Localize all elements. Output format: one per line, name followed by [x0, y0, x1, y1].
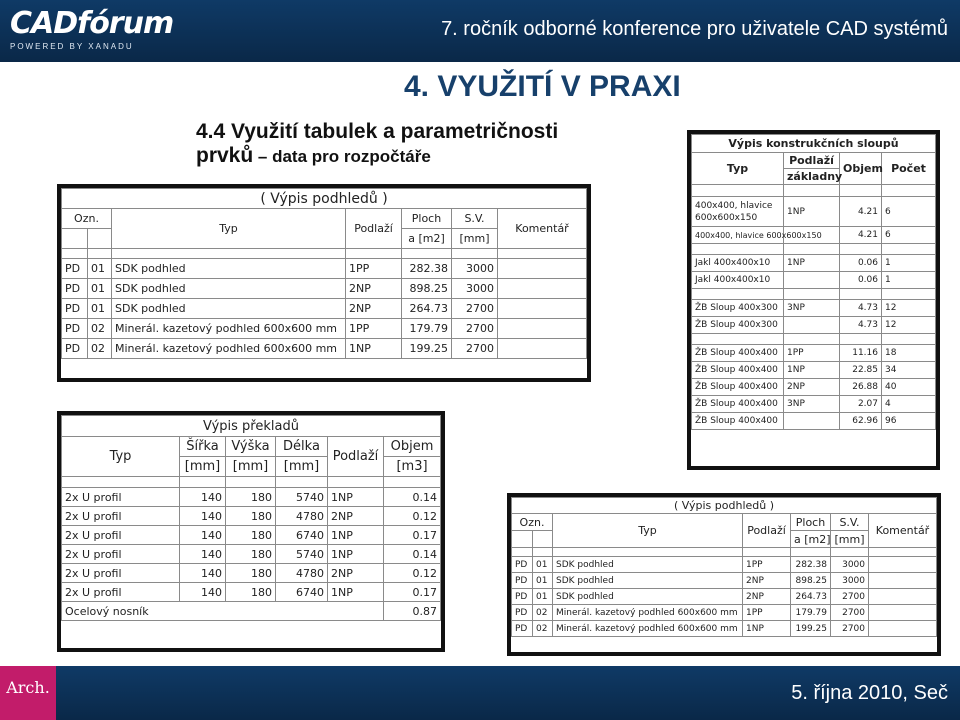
col-podlazi: Podlaží [743, 514, 791, 548]
table-cell [840, 334, 882, 345]
table-cell: SDK podhled [553, 557, 743, 573]
col-delka-unit: [mm] [276, 457, 328, 477]
table-cell [784, 272, 840, 289]
table-cell [512, 531, 533, 548]
table-cell: SDK podhled [112, 279, 346, 299]
table-cell: 3000 [831, 573, 869, 589]
table-cell: 2NP [346, 299, 402, 319]
table-cell: 2x U profil [62, 526, 180, 545]
table-cell [791, 548, 831, 557]
table-cell: Jakl 400x400x10 [692, 272, 784, 289]
table-cell [882, 289, 936, 300]
table-cell [498, 279, 587, 299]
table-cell: 1NP [328, 583, 384, 602]
table-cell: 2x U profil [62, 583, 180, 602]
table-row [62, 259, 587, 279]
table-cell [498, 339, 587, 359]
table-cell: 22.85 [840, 362, 882, 379]
table-cell: 180 [226, 545, 276, 564]
table-cell [498, 299, 587, 319]
col-typ: Typ [553, 514, 743, 548]
table-row [512, 621, 937, 637]
lintels-title: Výpis překladů [62, 416, 441, 437]
table-cell: 1NP [784, 255, 840, 272]
table-cell [840, 289, 882, 300]
table-cell: 180 [226, 526, 276, 545]
col-podlazi: Podlaží [346, 209, 402, 249]
table-row [512, 557, 937, 573]
table-cell: 1NP [346, 339, 402, 359]
table-row [62, 339, 587, 359]
table-cell: Ocelový nosník [62, 602, 384, 621]
table-cell: 2x U profil [62, 507, 180, 526]
table-cell [784, 185, 840, 197]
table-cell: 0.12 [384, 564, 441, 583]
table-cell: 0.14 [384, 488, 441, 507]
table-cell [692, 244, 784, 255]
table-cell: 3000 [831, 557, 869, 573]
table-cell: 0.06 [840, 255, 882, 272]
col-zakladny: základny [784, 169, 840, 185]
table-cell [743, 548, 791, 557]
col-komentar: Komentář [869, 514, 937, 548]
col-podlazi: Podlaží [328, 437, 384, 477]
table-cell [869, 589, 937, 605]
col-sv: S.V. [831, 514, 869, 531]
table-row [62, 583, 441, 602]
table-cell: 264.73 [791, 589, 831, 605]
table-cell: PD [512, 589, 533, 605]
table-cell: 0.06 [840, 272, 882, 289]
table-cell: 199.25 [402, 339, 452, 359]
table-cell [512, 548, 533, 557]
table-cell: Minerál. kazetový podhled 600x600 mm [112, 319, 346, 339]
table-cell: 282.38 [402, 259, 452, 279]
col-ploch: Ploch [402, 209, 452, 229]
table-cell: ŽB Sloup 400x400 [692, 413, 784, 430]
ceilings-small-title: ( Výpis podhledů ) [512, 498, 937, 514]
table-cell: 02 [88, 339, 112, 359]
table-cell: 2700 [452, 299, 498, 319]
subtitle-line-1: 4.4 Využití tabulek a parametričnosti [196, 120, 559, 143]
table-row [62, 299, 587, 319]
table-cell: 400x400, hlavice 600x600x150 [692, 227, 784, 244]
table-cell: 3000 [452, 279, 498, 299]
table-cell: 5740 [276, 545, 328, 564]
table-cell [882, 334, 936, 345]
subtitle-bold: prvků [196, 144, 254, 167]
table-cell: 2700 [452, 319, 498, 339]
table-cell [384, 477, 441, 488]
table-cell: 140 [180, 507, 226, 526]
ceilings-table-small [507, 493, 941, 656]
table-cell: 40 [882, 379, 936, 396]
table-row [512, 573, 937, 589]
slide-subtitle [196, 120, 558, 169]
table-cell: 4.21 [840, 197, 882, 227]
table-cell [869, 621, 937, 637]
table-cell: PD [62, 279, 88, 299]
table-cell: 1NP [784, 362, 840, 379]
table-cell: 2NP [346, 279, 402, 299]
table-cell [692, 289, 784, 300]
table-cell: 1PP [743, 605, 791, 621]
table-cell: 0.87 [384, 602, 441, 621]
col-ozn: Ozn. [62, 209, 112, 229]
table-cell: 180 [226, 488, 276, 507]
table-cell: ŽB Sloup 400x300 [692, 300, 784, 317]
table-cell [276, 477, 328, 488]
table-cell: 2NP [784, 379, 840, 396]
table-cell: 2NP [743, 573, 791, 589]
table-cell: 180 [226, 564, 276, 583]
table-cell [88, 249, 112, 259]
table-cell [882, 244, 936, 255]
table-cell: 2x U profil [62, 545, 180, 564]
table-cell: Jakl 400x400x10 [692, 255, 784, 272]
table-cell: 180 [226, 583, 276, 602]
table-cell: 2NP [743, 589, 791, 605]
table-cell: 3000 [452, 259, 498, 279]
table-cell: 5740 [276, 488, 328, 507]
col-vyska: Výška [226, 437, 276, 457]
table-row [692, 255, 936, 272]
table-cell [784, 289, 840, 300]
table-cell: 282.38 [791, 557, 831, 573]
table-cell [533, 548, 553, 557]
col-sv-unit: [mm] [831, 531, 869, 548]
col-objem: Objem [384, 437, 441, 457]
col-pocet: Počet [882, 153, 936, 185]
table-cell [840, 244, 882, 255]
table-cell: 01 [533, 573, 553, 589]
table-cell: 4780 [276, 564, 328, 583]
table-cell: 179.79 [791, 605, 831, 621]
col-sirka: Šířka [180, 437, 226, 457]
table-cell [498, 259, 587, 279]
logo-text: CADfórum [10, 6, 174, 41]
lintels-table [57, 411, 445, 652]
col-sirka-unit: [mm] [180, 457, 226, 477]
table-cell: 0.17 [384, 526, 441, 545]
table-cell: 4 [882, 396, 936, 413]
table-cell: Minerál. kazetový podhled 600x600 mm [553, 605, 743, 621]
subtitle-line-2 [196, 144, 558, 169]
table-cell: PD [512, 557, 533, 573]
table-cell [346, 249, 402, 259]
table-row [692, 317, 936, 334]
table-cell: 6 [882, 227, 936, 244]
table-row [692, 379, 936, 396]
ceilings-title: ( Výpis podhledů ) [62, 189, 587, 209]
table-cell: 1NP [743, 621, 791, 637]
table-cell [88, 229, 112, 249]
table-row [512, 589, 937, 605]
section-title: 4. VYUŽITÍ V PRAXI [404, 70, 681, 103]
col-ploch: Ploch [791, 514, 831, 531]
table-cell: Minerál. kazetový podhled 600x600 mm [112, 339, 346, 359]
table-cell [226, 477, 276, 488]
table-cell [62, 229, 88, 249]
table-cell [784, 244, 840, 255]
table-row [692, 272, 936, 289]
table-cell [498, 249, 587, 259]
table-row [692, 345, 936, 362]
table-row [62, 526, 441, 545]
table-cell: 0.12 [384, 507, 441, 526]
col-sv-unit: [mm] [452, 229, 498, 249]
table-cell [869, 557, 937, 573]
table-cell: 4.73 [840, 300, 882, 317]
col-vyska-unit: [mm] [226, 457, 276, 477]
table-cell: 18 [882, 345, 936, 362]
table-cell: 1PP [346, 259, 402, 279]
table-cell: 4780 [276, 507, 328, 526]
table-cell: 2700 [452, 339, 498, 359]
col-objem: Objem [840, 153, 882, 185]
table-cell [869, 605, 937, 621]
table-cell [553, 548, 743, 557]
table-cell: 140 [180, 526, 226, 545]
table-row [62, 545, 441, 564]
col-ploch-unit: a [m2] [402, 229, 452, 249]
table-cell: PD [62, 319, 88, 339]
table-row [692, 197, 936, 227]
table-cell: PD [62, 339, 88, 359]
col-typ: Typ [112, 209, 346, 249]
table-cell: ŽB Sloup 400x400 [692, 396, 784, 413]
table-cell [402, 249, 452, 259]
col-komentar: Komentář [498, 209, 587, 249]
table-cell [882, 185, 936, 197]
table-cell [498, 319, 587, 339]
table-cell: 26.88 [840, 379, 882, 396]
table-row [62, 319, 587, 339]
col-typ: Typ [62, 437, 180, 477]
table-cell: 02 [533, 605, 553, 621]
ceilings-table-large [57, 184, 591, 382]
table-cell: PD [512, 573, 533, 589]
table-cell [328, 477, 384, 488]
table-cell: 1NP [328, 545, 384, 564]
table-row [692, 227, 936, 244]
table-cell: 400x400, hlavice 600x600x150 [692, 197, 784, 227]
table-cell: 140 [180, 564, 226, 583]
arch-design-logo: Arch. [0, 666, 56, 720]
columns-table [687, 130, 940, 470]
table-cell: 1PP [743, 557, 791, 573]
table-cell: 0.14 [384, 545, 441, 564]
table-cell [869, 548, 937, 557]
col-typ: Typ [692, 153, 784, 185]
logo-subtext: POWERED BY XANADU [10, 42, 134, 51]
table-cell: ŽB Sloup 400x400 [692, 362, 784, 379]
table-cell: 34 [882, 362, 936, 379]
conference-title: 7. ročník odborné konference pro uživatele CAD systémů [441, 18, 948, 40]
col-objem-unit: [m3] [384, 457, 441, 477]
table-row [692, 300, 936, 317]
table-row [62, 488, 441, 507]
table-cell: 01 [88, 259, 112, 279]
table-cell: 1PP [346, 319, 402, 339]
table-cell [784, 334, 840, 345]
table-cell: PD [512, 605, 533, 621]
table-cell [112, 249, 346, 259]
table-cell: ŽB Sloup 400x300 [692, 317, 784, 334]
table-row [62, 279, 587, 299]
table-cell: 01 [533, 557, 553, 573]
table-cell: ŽB Sloup 400x400 [692, 345, 784, 362]
table-row [692, 413, 936, 430]
footer-date: 5. října 2010, Seč [791, 682, 948, 704]
table-cell: Minerál. kazetový podhled 600x600 mm [553, 621, 743, 637]
table-cell: 2700 [831, 605, 869, 621]
table-cell: 199.25 [791, 621, 831, 637]
table-cell: 1NP [328, 526, 384, 545]
table-cell [62, 477, 180, 488]
col-sv: S.V. [452, 209, 498, 229]
table-cell: 140 [180, 488, 226, 507]
table-cell: 6740 [276, 583, 328, 602]
subtitle-rest: – data pro rozpočtáře [253, 147, 431, 166]
table-cell [784, 413, 840, 430]
table-cell: 96 [882, 413, 936, 430]
table-cell: SDK podhled [553, 573, 743, 589]
table-cell: PD [62, 259, 88, 279]
table-cell: 4.21 [840, 227, 882, 244]
table-cell: SDK podhled [553, 589, 743, 605]
table-cell: 1NP [328, 488, 384, 507]
table-row [692, 362, 936, 379]
table-cell: 140 [180, 583, 226, 602]
table-row [692, 396, 936, 413]
table-cell [533, 531, 553, 548]
table-cell: 01 [533, 589, 553, 605]
table-cell: 3NP [784, 396, 840, 413]
table-cell [180, 477, 226, 488]
table-cell [692, 185, 784, 197]
table-cell: 11.16 [840, 345, 882, 362]
table-cell: 0.17 [384, 583, 441, 602]
table-cell: ŽB Sloup 400x400 [692, 379, 784, 396]
table-cell: SDK podhled [112, 299, 346, 319]
table-cell: 180 [226, 507, 276, 526]
table-cell: 898.25 [402, 279, 452, 299]
table-cell: SDK podhled [112, 259, 346, 279]
table-cell [452, 249, 498, 259]
table-cell [692, 334, 784, 345]
columns-title: Výpis konstrukčních sloupů [692, 135, 936, 153]
table-cell: 02 [88, 319, 112, 339]
col-ploch-unit: a [m2] [791, 531, 831, 548]
table-cell: 02 [533, 621, 553, 637]
table-cell [831, 548, 869, 557]
table-cell: 3NP [784, 300, 840, 317]
table-row [62, 507, 441, 526]
table-cell: 264.73 [402, 299, 452, 319]
table-cell: 1 [882, 255, 936, 272]
table-cell [840, 185, 882, 197]
col-delka: Délka [276, 437, 328, 457]
table-cell: 4.73 [840, 317, 882, 334]
table-row [62, 564, 441, 583]
table-cell: PD [62, 299, 88, 319]
table-row-total [62, 602, 441, 621]
table-cell: 1PP [784, 345, 840, 362]
table-cell: 1NP [784, 197, 840, 227]
table-cell: 6 [882, 197, 936, 227]
table-row [512, 605, 937, 621]
table-cell: 179.79 [402, 319, 452, 339]
table-cell: 2x U profil [62, 564, 180, 583]
table-cell: 140 [180, 545, 226, 564]
table-cell: 2NP [328, 507, 384, 526]
table-cell [62, 249, 88, 259]
table-cell: 01 [88, 279, 112, 299]
table-cell [784, 317, 840, 334]
table-cell [869, 573, 937, 589]
table-cell: 2x U profil [62, 488, 180, 507]
col-podlazi: Podlaží [784, 153, 840, 169]
header-bar [0, 0, 960, 62]
table-cell: 898.25 [791, 573, 831, 589]
col-ozn: Ozn. [512, 514, 553, 531]
table-cell: 62.96 [840, 413, 882, 430]
table-cell: 2NP [328, 564, 384, 583]
table-cell: PD [512, 621, 533, 637]
table-cell: 2700 [831, 621, 869, 637]
table-cell: 6740 [276, 526, 328, 545]
table-cell: 01 [88, 299, 112, 319]
table-cell: 2700 [831, 589, 869, 605]
table-cell: 12 [882, 300, 936, 317]
table-cell: 1 [882, 272, 936, 289]
table-cell: 12 [882, 317, 936, 334]
table-cell: 2.07 [840, 396, 882, 413]
cadforum-logo [10, 8, 173, 51]
